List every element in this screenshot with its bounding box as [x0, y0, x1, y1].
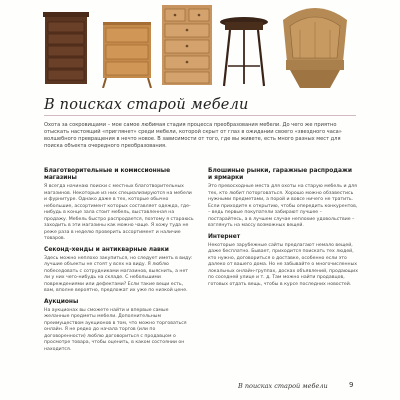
section-text-charity-shops: Я всегда начинаю поиски с местных благотворительных магазинов. Некоторые из них специализируются на мебели и фурнитуре. Однако даже в тех, которые обычно небольшие, ассортимент которых составляет одежда, где-нибудь в конце зала стоит мебель, выставленная на продажу. Мебель быстро распродается, поэтому я стараюсь заходить в эти магазины как можно чаще. Я хожу туда не реже раза в неделю проверить ассортимент и наличие товаров. — [44, 184, 194, 242]
section-text-second-hand: Здесь можно неплохо закупиться, но следует иметь в виду: лучшие объекты не стоят у всех на виду. Я люблю побеседовать с сотрудниками магазинов, выяснить, а нет ли у них чего-нибудь на складе. С небольшими повреждениями или дефектами? Если такие вещи есть, вам, вполне вероятно, предложат их уже по низкой цене. — [44, 255, 193, 294]
section-heading-auctions: Аукционы — [44, 298, 79, 305]
running-footer-title: В поисках старой мебели — [238, 382, 328, 390]
wicker-peacock-chair-image — [283, 8, 347, 88]
section-text-internet: Некоторые зарубежные сайты предлагают немало вещей, даже бесплатно. Бывает, приходится поискать тех людей, кто нужно, договориться о доставке, особенно если это далеко от вашего дома. Но не забывайте о многочисленных локальных онлайн-группах, досках объявлений, продающих по соседней улице и т. д. Там можно найти продавцов, готовых отдать вещь, чтобы в курсе последних новостей. — [208, 242, 358, 287]
dark-side-table-image — [220, 17, 268, 86]
intro-text: Охота за сокровищами – мое самое любимая стадия процесса преобразования мебели. До чего же приятно отыскать настоящий «приглянет» среди мебели, которой скрыт от глаз в ожидании своего «звездного часа» волшебного превращения в нечто новое. В зависимости от того, где вы живете, есть много разных мест для поиска объекта очередного преобразования. — [44, 122, 342, 149]
right-column — [208, 168, 358, 292]
section-heading-charity-shops: Благотворительные и комиссионные магазины — [44, 168, 171, 182]
page-title: В поисках старой мебели — [44, 97, 249, 113]
title-underline — [44, 115, 356, 116]
section-text-auctions: На аукционах вы сможете найти и впервые самые желанные предметы мебели. Дополнительным преимуществом аукционов в том, что можно торговаться онлайн. Я не редко до начала торгов (или по договоренности) люблю договориться с продавцом о просмотре товара, чтобы оценить, в каком состоянии он находится. — [44, 307, 187, 352]
section-heading-internet: Интернет — [208, 233, 241, 240]
section-heading-second-hand: Секонд-хенды и антикварные лавки — [44, 246, 169, 253]
section-heading-flea-markets: Блошиные рынки, гаражные распродажи и ярмарки — [208, 168, 352, 182]
left-column — [44, 168, 194, 357]
section-text-flea-markets: Это превосходные места для охоты на старую мебель и для тех, кто любит поторговаться. Хорошо можно обзавестись нужными предметами, а порой и вовсе ничего не тратить. Если приходите к открытию, чтобы опередить конкурентов, – ведь первые покупатели забирают лучшее – постарайтесь, а в лучшем случае неплохие удовольствие – взглянуть на массу возможных вещей. — [208, 184, 358, 229]
furniture-photo-strip — [0, 0, 400, 88]
intro-paragraph — [44, 122, 356, 150]
tall-dark-dresser-image — [43, 12, 89, 84]
light-wood-dresser-image — [103, 22, 151, 88]
pine-chest-of-drawers-image — [162, 5, 212, 85]
furniture-photos — [0, 0, 400, 88]
page-number: 9 — [349, 381, 354, 389]
